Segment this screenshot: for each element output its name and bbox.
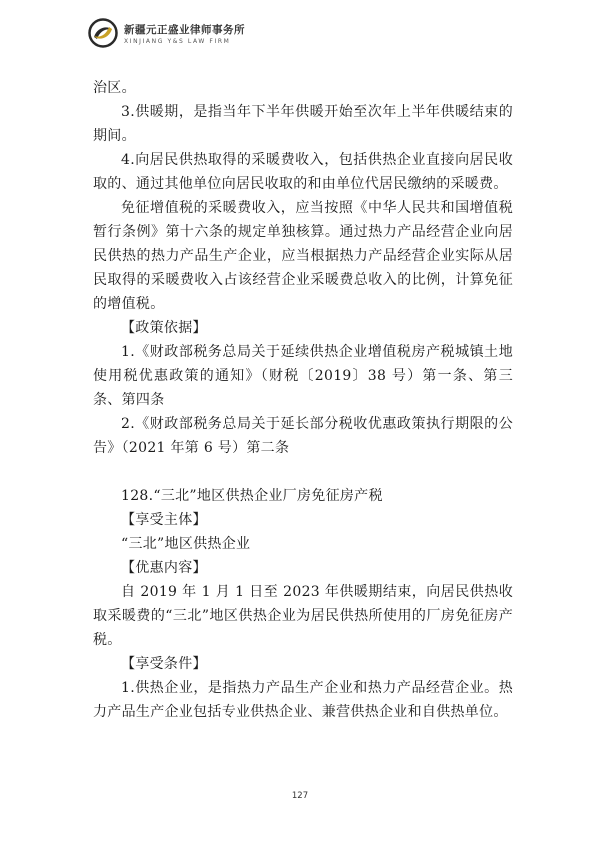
section-heading-policy-basis: 【政策依据】 <box>121 320 207 336</box>
paragraph-heating-income: 4.向居民供热取得的采暖费收入，包括供热企业直接向居民收取的、通过其他单位向居民收取的和由单位代居民缴纳的采暖费。 <box>93 152 513 192</box>
section-spacer <box>93 460 513 484</box>
paragraph-heating-period: 3.供暖期，是指当年下半年供暖开始至次年上半年供暖结束的期间。 <box>93 104 513 144</box>
firm-name-en: XINJIANG Y&S LAW FIRM <box>124 38 231 45</box>
paragraph-vat-exemption: 免征增值税的采暖费收入，应当按照《中华人民共和国增值税暂行条例》第十六条的规定单独核算。通过热力产品经营企业向居民供热的热力产品生产企业，应当根据热力产品经营企业实际从居民取得的采暖费收入占该经营企业采暖费总收入的比例，计算免征的增值税。 <box>93 200 513 312</box>
paragraph-continuation: 治区。 <box>93 80 136 96</box>
page-header <box>88 14 528 54</box>
policy-basis-item-2: 2.《财政部税务总局关于延长部分税收优惠政策执行期限的公告》（2021 年第 6 号）第二条 <box>93 416 513 456</box>
section-heading-conditions: 【享受条件】 <box>121 656 207 672</box>
benefit-text: 自 2019 年 1 月 1 日至 2023 年供暖期结束，向居民供热收取采暖费的“三北”地区供热企业为居民供热所使用的厂房免征房产税。 <box>93 584 513 648</box>
section-heading-beneficiary: 【享受主体】 <box>121 512 207 528</box>
page-number: 127 <box>291 791 309 801</box>
item-128-title: 128.“三北”地区供热企业厂房免征房产税 <box>121 488 383 504</box>
firm-name-cn: 新疆元正盛业律师事务所 <box>124 24 245 36</box>
document-body <box>93 76 513 724</box>
policy-basis-item-1: 1.《财政部税务总局关于延续供热企业增值税房产税城镇土地使用税优惠政策的通知》（财税〔2019〕38 号）第一条、第三条、第四条 <box>93 344 513 408</box>
section-heading-benefit: 【优惠内容】 <box>121 560 207 576</box>
beneficiary-text: “三北”地区供热企业 <box>121 536 251 552</box>
condition-item-1: 1.供热企业，是指热力产品生产企业和热力产品经营企业。热力产品生产企业包括专业供热企业、兼营供热企业和自供热单位。 <box>93 680 513 720</box>
firm-logo-icon <box>88 18 118 48</box>
